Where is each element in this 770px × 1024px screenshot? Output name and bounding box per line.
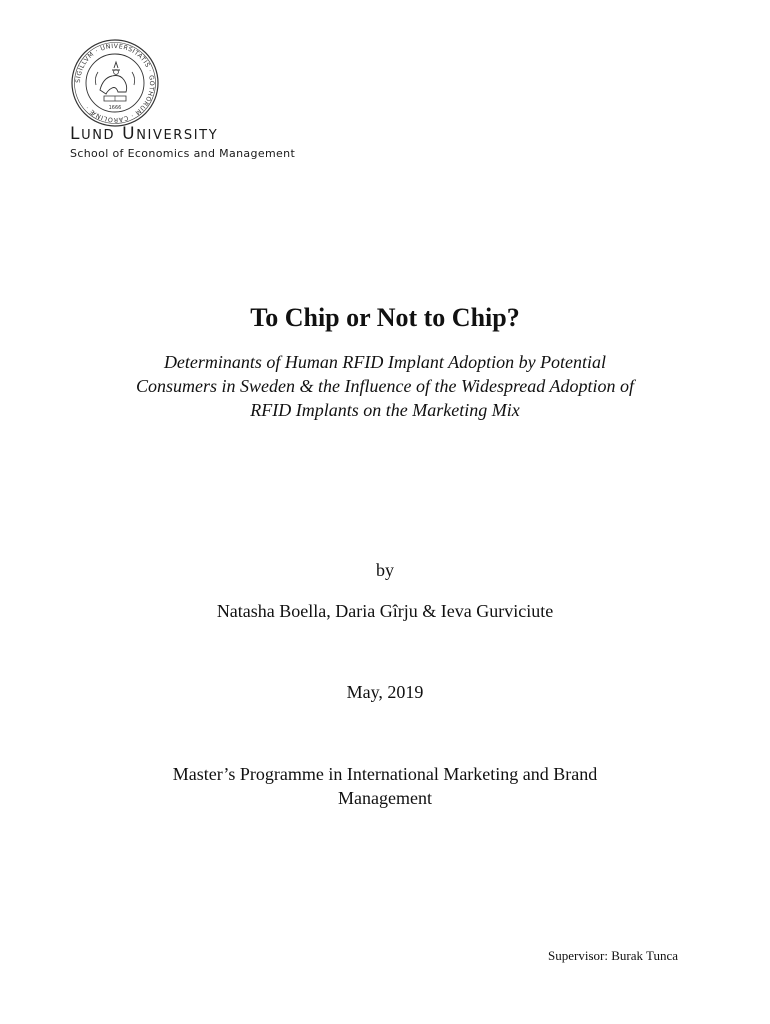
by-label: by — [376, 560, 394, 580]
supervisor: Supervisor: Burak Tunca — [548, 948, 678, 963]
institution-block — [70, 124, 295, 160]
subtitle-line: Determinants of Human RFID Implant Adoption by Potential — [163, 352, 607, 372]
subtitle-line: Consumers in Sweden & the Influence of the Widespread Adoption of — [136, 376, 634, 396]
authors: Natasha Boella, Daria Gîrju & Ieva Gurviciute — [216, 601, 554, 621]
svg-text:1666: 1666 — [108, 105, 122, 111]
school-name: School of Economics and Management — [70, 147, 296, 160]
university-name: LUND UNIVERSITY — [70, 124, 219, 144]
subtitle-line: RFID Implants on the Marketing Mix — [250, 400, 520, 420]
programme-line: Master’s Programme in International Marketing and Brand — [172, 764, 598, 784]
thesis-title: To Chip or Not to Chip? — [250, 303, 520, 332]
submission-date: May, 2019 — [346, 682, 424, 702]
programme-name — [100, 762, 670, 810]
thesis-subtitle — [80, 350, 690, 422]
svg-text:SIGILLVM · UNIVERSITATIS · GOT: SIGILLVM · UNIVERSITATIS · GOTHORUM · CAROLINÆ · — [74, 42, 156, 124]
programme-line: Management — [338, 788, 432, 808]
university-seal-icon — [70, 38, 160, 128]
